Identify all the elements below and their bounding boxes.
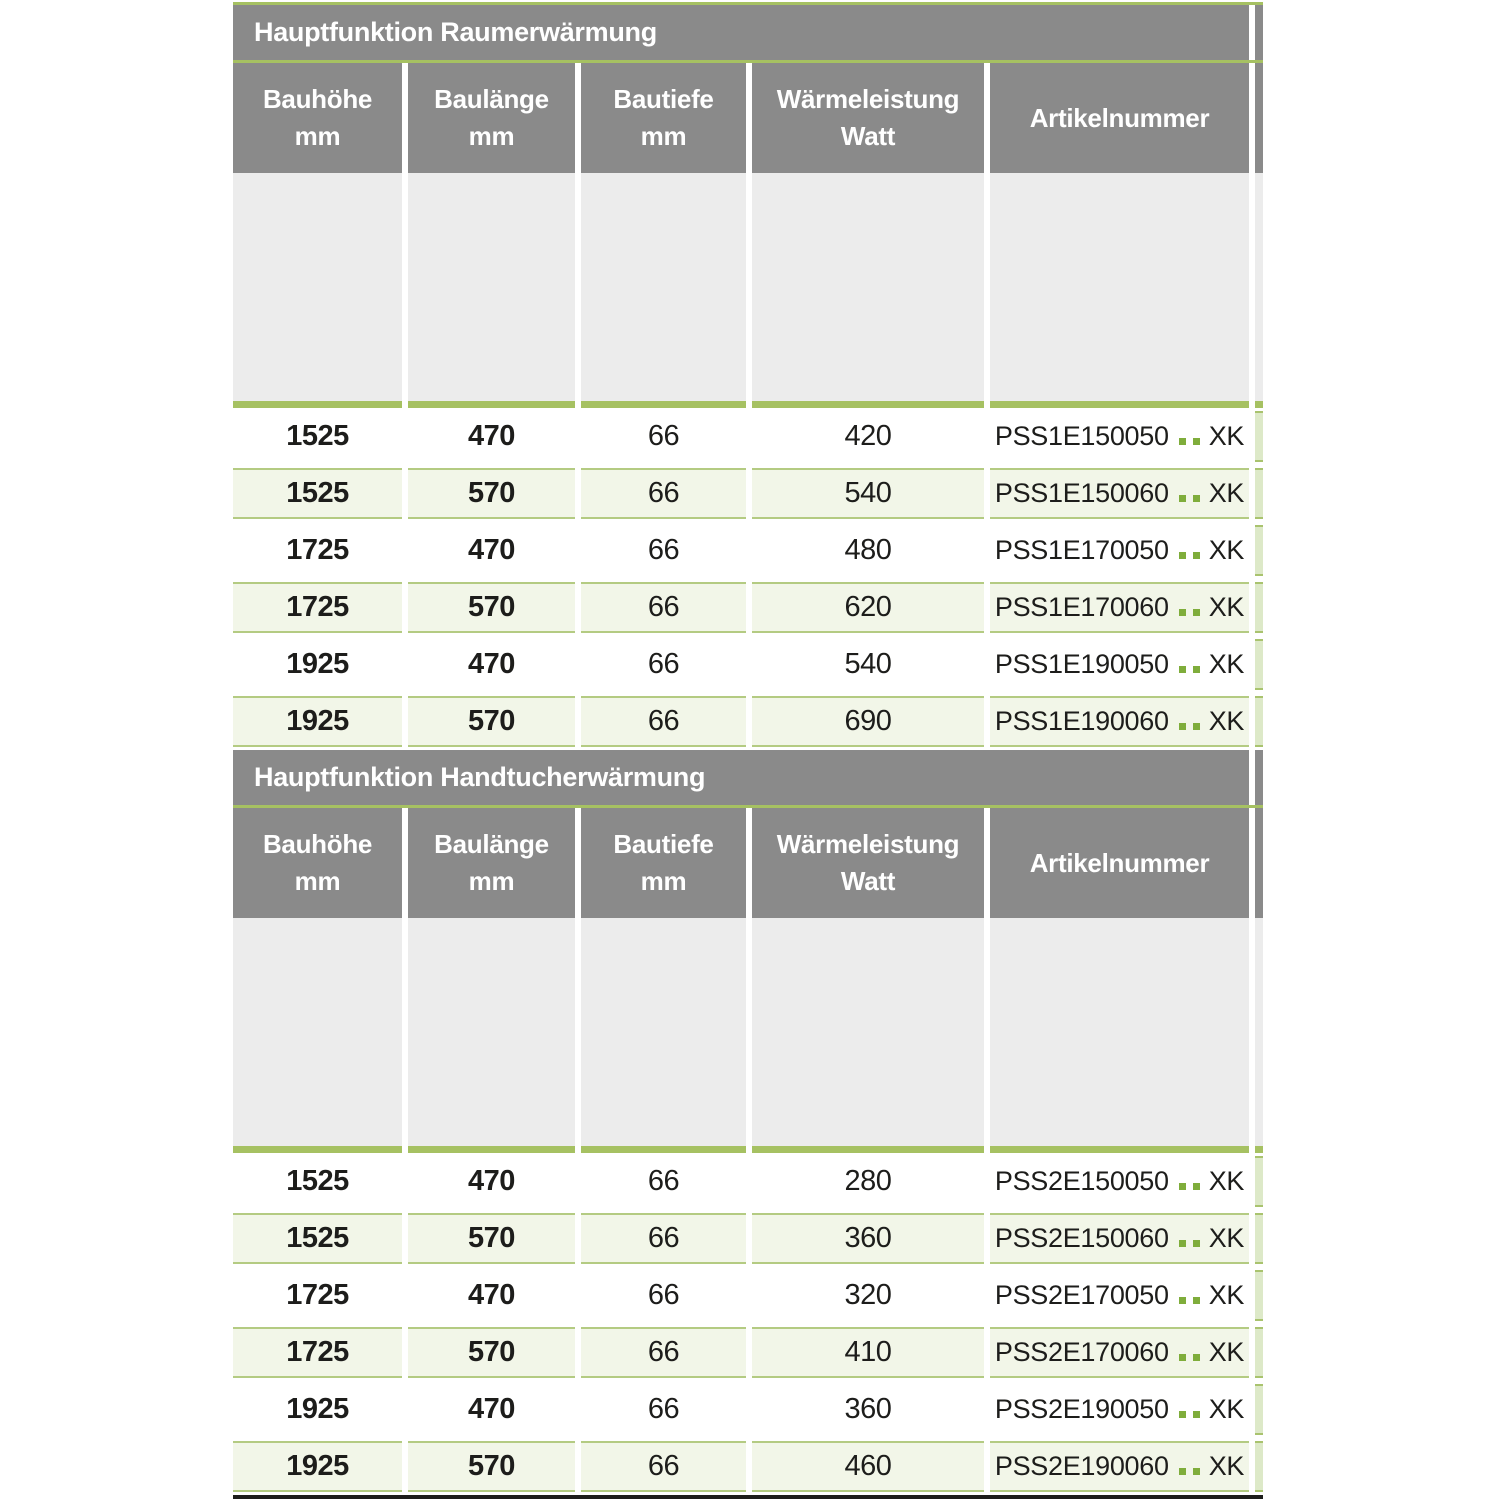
column-header-baulaenge xyxy=(408,808,575,918)
artikel-suffix: XK xyxy=(1208,706,1245,736)
next-column-sliver xyxy=(1255,1327,1263,1378)
next-column-sliver xyxy=(1255,1270,1263,1321)
cell-waermeleistung: 420 xyxy=(752,411,984,462)
table-row xyxy=(233,636,1263,693)
artikel-suffix: XK xyxy=(1208,1223,1245,1253)
green-rule-segment xyxy=(233,401,402,408)
artikel-code: PSS1E150050 xyxy=(994,421,1169,451)
cell-waermeleistung: 540 xyxy=(752,639,984,690)
cell-bautiefe: 66 xyxy=(581,1213,746,1264)
next-column-sliver xyxy=(1255,582,1263,633)
placeholder-dot-icon xyxy=(1193,666,1200,673)
column-header-bautiefe xyxy=(581,808,746,918)
column-header-bauhoehe xyxy=(233,63,402,173)
header-line2: mm xyxy=(640,121,687,151)
column-header-baulaenge xyxy=(408,63,575,173)
cell-artikelnummer xyxy=(990,1327,1249,1378)
placeholder-dot-icon xyxy=(1179,609,1186,616)
thick-green-rule xyxy=(233,401,1263,408)
placeholder-dot-icon xyxy=(1179,1297,1186,1304)
placeholder-dot-icon xyxy=(1179,1183,1186,1190)
cell-artikelnummer xyxy=(990,1213,1249,1264)
cell-artikelnummer xyxy=(990,1441,1249,1492)
header-line1: Artikelnummer xyxy=(1029,847,1210,878)
next-column-sliver xyxy=(1255,411,1263,462)
artikel-suffix: XK xyxy=(1208,1394,1245,1424)
header-line1: Bautiefe xyxy=(613,84,714,114)
photo-placeholder xyxy=(581,173,746,401)
cell-bautiefe: 66 xyxy=(581,411,746,462)
bottom-black-rule xyxy=(233,1495,1263,1499)
green-rule-segment xyxy=(408,1146,575,1153)
cell-waermeleistung: 410 xyxy=(752,1327,984,1378)
next-column-sliver xyxy=(1255,808,1263,918)
artikel-code: PSS2E150050 xyxy=(994,1166,1169,1196)
next-column-sliver xyxy=(1255,1156,1263,1207)
header-line1: Baulänge xyxy=(434,829,549,859)
green-rule-segment xyxy=(581,1146,746,1153)
next-column-sliver xyxy=(1255,63,1263,173)
photo-placeholder xyxy=(581,918,746,1146)
cell-bauhoehe: 1925 xyxy=(233,639,402,690)
artikel-code: PSS2E190060 xyxy=(994,1451,1169,1481)
table-row xyxy=(233,1438,1263,1495)
cell-bautiefe: 66 xyxy=(581,525,746,576)
header-line1: Bauhöhe xyxy=(262,829,373,859)
artikel-code: PSS2E170060 xyxy=(994,1337,1169,1367)
cell-waermeleistung: 480 xyxy=(752,525,984,576)
artikel-code: PSS1E170050 xyxy=(994,535,1169,565)
artikel-code: PSS1E150060 xyxy=(994,478,1169,508)
placeholder-dot-icon xyxy=(1179,666,1186,673)
table-row xyxy=(233,1153,1263,1210)
artikel-suffix: XK xyxy=(1208,535,1245,565)
artikel-suffix: XK xyxy=(1208,478,1245,508)
photo-placeholder-band xyxy=(233,918,1263,1146)
placeholder-dot-icon xyxy=(1179,1468,1186,1475)
next-column-sliver xyxy=(1255,173,1263,401)
table-row xyxy=(233,1381,1263,1438)
artikel-suffix: XK xyxy=(1208,421,1245,451)
cell-artikelnummer xyxy=(990,411,1249,462)
placeholder-dot-icon xyxy=(1193,1468,1200,1475)
cell-bauhoehe: 1725 xyxy=(233,1327,402,1378)
photo-placeholder xyxy=(233,918,402,1146)
cell-artikelnummer xyxy=(990,1270,1249,1321)
cell-baulaenge: 570 xyxy=(408,1327,575,1378)
artikel-code: PSS2E170050 xyxy=(994,1280,1169,1310)
header-line1: Bauhöhe xyxy=(262,84,373,114)
header-line2: mm xyxy=(294,866,341,896)
cell-bautiefe: 66 xyxy=(581,468,746,519)
column-header-band xyxy=(233,63,1263,173)
placeholder-dot-icon xyxy=(1193,1240,1200,1247)
table-row xyxy=(233,693,1263,750)
cell-artikelnummer xyxy=(990,468,1249,519)
header-line2: Watt xyxy=(840,866,896,896)
column-header-bauhoehe xyxy=(233,808,402,918)
photo-placeholder xyxy=(752,918,984,1146)
next-column-sliver xyxy=(1255,918,1263,1146)
photo-placeholder xyxy=(233,173,402,401)
artikel-suffix: XK xyxy=(1208,1451,1245,1481)
next-column-sliver xyxy=(1255,696,1263,747)
next-column-sliver xyxy=(1255,1384,1263,1435)
cell-bautiefe: 66 xyxy=(581,1441,746,1492)
cell-bauhoehe: 1525 xyxy=(233,1213,402,1264)
green-rule-segment xyxy=(408,401,575,408)
table-title: Hauptfunktion Handtucherwärmung xyxy=(233,750,1249,805)
header-line1: Baulänge xyxy=(434,84,549,114)
table-row xyxy=(233,1267,1263,1324)
next-column-sliver xyxy=(1255,639,1263,690)
cell-baulaenge: 570 xyxy=(408,1213,575,1264)
header-line2: mm xyxy=(640,866,687,896)
placeholder-dot-icon xyxy=(1193,1411,1200,1418)
green-rule-segment xyxy=(752,401,984,408)
green-rule-segment xyxy=(581,401,746,408)
cell-waermeleistung: 280 xyxy=(752,1156,984,1207)
table-row xyxy=(233,522,1263,579)
artikel-suffix: XK xyxy=(1208,1280,1245,1310)
header-line1: Bautiefe xyxy=(613,829,714,859)
placeholder-dot-icon xyxy=(1179,495,1186,502)
cell-baulaenge: 470 xyxy=(408,411,575,462)
cell-waermeleistung: 690 xyxy=(752,696,984,747)
green-rule-segment xyxy=(752,1146,984,1153)
table-handtucherwaermung xyxy=(233,750,1263,1495)
cell-artikelnummer xyxy=(990,639,1249,690)
table-row xyxy=(233,1210,1263,1267)
cell-bautiefe: 66 xyxy=(581,696,746,747)
cell-bauhoehe: 1925 xyxy=(233,696,402,747)
column-header-bautiefe xyxy=(581,63,746,173)
photo-placeholder xyxy=(408,173,575,401)
placeholder-dot-icon xyxy=(1193,1354,1200,1361)
spec-table-area xyxy=(233,2,1263,1499)
placeholder-dot-icon xyxy=(1179,1240,1186,1247)
placeholder-dot-icon xyxy=(1193,438,1200,445)
column-header-waermeleistung xyxy=(752,63,984,173)
cell-baulaenge: 570 xyxy=(408,468,575,519)
cell-baulaenge: 470 xyxy=(408,1156,575,1207)
column-header-waermeleistung xyxy=(752,808,984,918)
artikel-suffix: XK xyxy=(1208,1166,1245,1196)
table-title: Hauptfunktion Raumerwärmung xyxy=(233,5,1249,60)
thick-green-rule xyxy=(233,1146,1263,1153)
artikel-code: PSS2E150060 xyxy=(994,1223,1169,1253)
artikel-code: PSS1E190060 xyxy=(994,706,1169,736)
green-rule-segment xyxy=(990,401,1249,408)
photo-placeholder xyxy=(990,173,1249,401)
cell-bautiefe: 66 xyxy=(581,582,746,633)
cell-baulaenge: 470 xyxy=(408,1270,575,1321)
cell-waermeleistung: 620 xyxy=(752,582,984,633)
cell-waermeleistung: 360 xyxy=(752,1384,984,1435)
cell-waermeleistung: 360 xyxy=(752,1213,984,1264)
cell-bautiefe: 66 xyxy=(581,1327,746,1378)
table-row xyxy=(233,579,1263,636)
photo-placeholder xyxy=(752,173,984,401)
next-column-sliver xyxy=(1255,1441,1263,1492)
cell-bautiefe: 66 xyxy=(581,1156,746,1207)
green-rule-segment xyxy=(1255,1146,1263,1153)
column-header-band xyxy=(233,808,1263,918)
artikel-suffix: XK xyxy=(1208,1337,1245,1367)
artikel-suffix: XK xyxy=(1208,649,1245,679)
header-line1: Wärmeleistung xyxy=(776,829,960,859)
placeholder-dot-icon xyxy=(1193,609,1200,616)
cell-waermeleistung: 540 xyxy=(752,468,984,519)
next-column-sliver xyxy=(1255,5,1263,60)
photo-placeholder xyxy=(408,918,575,1146)
placeholder-dot-icon xyxy=(1193,552,1200,559)
header-line1: Artikelnummer xyxy=(1029,102,1210,133)
column-header-artikelnummer xyxy=(990,808,1249,918)
cell-artikelnummer xyxy=(990,582,1249,633)
photo-placeholder xyxy=(990,918,1249,1146)
cell-waermeleistung: 320 xyxy=(752,1270,984,1321)
green-rule-segment xyxy=(233,1146,402,1153)
header-line1: Wärmeleistung xyxy=(776,84,960,114)
cell-baulaenge: 470 xyxy=(408,525,575,576)
table-title-band xyxy=(233,750,1263,805)
table-row xyxy=(233,1324,1263,1381)
header-line2: mm xyxy=(468,121,515,151)
cell-waermeleistung: 460 xyxy=(752,1441,984,1492)
cell-baulaenge: 470 xyxy=(408,1384,575,1435)
artikel-code: PSS1E190050 xyxy=(994,649,1169,679)
cell-bauhoehe: 1525 xyxy=(233,1156,402,1207)
placeholder-dot-icon xyxy=(1179,723,1186,730)
cell-baulaenge: 570 xyxy=(408,1441,575,1492)
column-header-artikelnummer xyxy=(990,63,1249,173)
photo-placeholder-band xyxy=(233,173,1263,401)
cell-artikelnummer xyxy=(990,525,1249,576)
cell-bauhoehe: 1925 xyxy=(233,1384,402,1435)
header-line2: mm xyxy=(468,866,515,896)
cell-baulaenge: 570 xyxy=(408,582,575,633)
cell-bauhoehe: 1525 xyxy=(233,411,402,462)
table-row xyxy=(233,408,1263,465)
placeholder-dot-icon xyxy=(1193,1297,1200,1304)
cell-bauhoehe: 1725 xyxy=(233,1270,402,1321)
green-rule-segment xyxy=(1255,401,1263,408)
cell-artikelnummer xyxy=(990,1384,1249,1435)
green-rule-segment xyxy=(990,1146,1249,1153)
artikel-suffix: XK xyxy=(1208,592,1245,622)
next-column-sliver xyxy=(1255,525,1263,576)
cell-bauhoehe: 1725 xyxy=(233,525,402,576)
cell-bauhoehe: 1725 xyxy=(233,582,402,633)
next-column-sliver xyxy=(1255,468,1263,519)
artikel-code: PSS2E190050 xyxy=(994,1394,1169,1424)
cell-bauhoehe: 1925 xyxy=(233,1441,402,1492)
header-line2: Watt xyxy=(840,121,896,151)
table-title-band xyxy=(233,5,1263,60)
cell-baulaenge: 570 xyxy=(408,696,575,747)
cell-bautiefe: 66 xyxy=(581,639,746,690)
placeholder-dot-icon xyxy=(1193,495,1200,502)
cell-bautiefe: 66 xyxy=(581,1270,746,1321)
cell-bautiefe: 66 xyxy=(581,1384,746,1435)
placeholder-dot-icon xyxy=(1179,1411,1186,1418)
artikel-code: PSS1E170060 xyxy=(994,592,1169,622)
next-column-sliver xyxy=(1255,1213,1263,1264)
table-row xyxy=(233,465,1263,522)
cell-baulaenge: 470 xyxy=(408,639,575,690)
header-line2: mm xyxy=(294,121,341,151)
placeholder-dot-icon xyxy=(1179,1354,1186,1361)
cell-artikelnummer xyxy=(990,696,1249,747)
placeholder-dot-icon xyxy=(1179,552,1186,559)
cell-artikelnummer xyxy=(990,1156,1249,1207)
cell-bauhoehe: 1525 xyxy=(233,468,402,519)
table-raumerwaermung xyxy=(233,5,1263,750)
placeholder-dot-icon xyxy=(1193,1183,1200,1190)
placeholder-dot-icon xyxy=(1193,723,1200,730)
placeholder-dot-icon xyxy=(1179,438,1186,445)
next-column-sliver xyxy=(1255,750,1263,805)
